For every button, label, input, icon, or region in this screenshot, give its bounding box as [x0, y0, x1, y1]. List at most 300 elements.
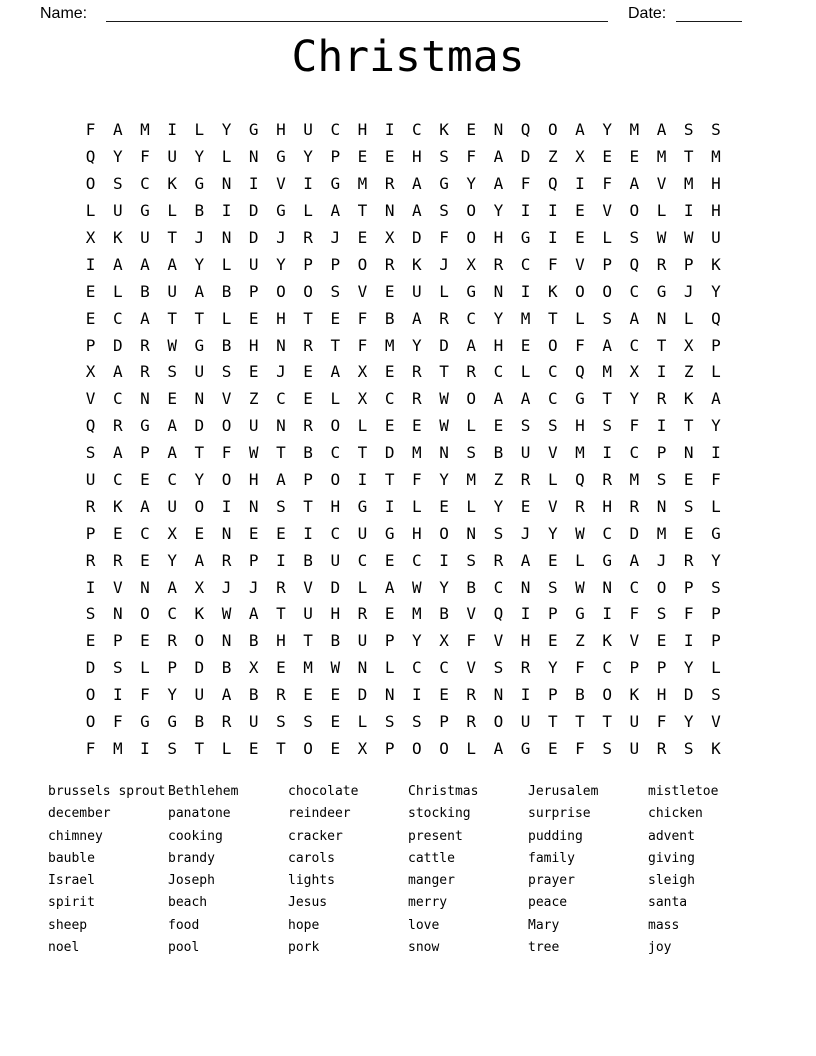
grid-cell-r8-c10: E [330, 308, 341, 328]
grid-cell-r17-c8: I [276, 550, 286, 570]
grid-cell-r23-c8: S [276, 712, 286, 732]
grid-cell-r7-c12: E [384, 281, 395, 301]
grid-cell-r6-c3: A [140, 254, 150, 274]
grid-cell-r10-c14: T [439, 362, 449, 382]
grid-cell-r8-c21: A [629, 308, 640, 328]
grid-cell-r8-c24: Q [711, 308, 721, 328]
grid-cell-r16-c16: S [493, 523, 504, 543]
grid-cell-r22-c7: B [248, 685, 259, 705]
grid-cell-r14-c20: R [602, 470, 612, 490]
grid-cell-r17-c11: C [357, 550, 368, 570]
grid-cell-r6-c23: P [683, 254, 694, 274]
grid-cell-r24-c3: I [140, 738, 150, 758]
grid-cell-r7-c5: A [194, 281, 205, 301]
grid-cell-r1-c23: S [683, 120, 694, 140]
grid-cell-r9-c3: R [140, 335, 150, 355]
grid-cell-r1-c11: H [357, 120, 368, 140]
grid-cell-r8-c15: C [466, 308, 477, 328]
grid-cell-r17-c23: R [683, 550, 694, 570]
grid-cell-r1-c6: Y [221, 120, 232, 140]
grid-cell-r5-c23: W [683, 228, 694, 247]
grid-cell-r22-c15: R [466, 685, 477, 705]
grid-cell-r13-c4: A [167, 443, 177, 463]
grid-cell-r15-c2: K [112, 496, 123, 516]
grid-cell-r16-c20: C [602, 523, 612, 543]
grid-cell-r17-c24: Y [711, 550, 721, 570]
grid-cell-r10-c2: A [112, 362, 123, 382]
grid-cell-r10-c17: L [520, 362, 531, 382]
grid-cell-r20-c20: K [602, 631, 612, 651]
grid-cell-r21-c6: B [221, 658, 232, 678]
grid-cell-r10-c11: X [357, 362, 368, 382]
grid-cell-r21-c17: R [520, 658, 531, 678]
grid-cell-r18-c12: A [384, 577, 395, 597]
grid-cell-r23-c11: L [357, 712, 368, 732]
grid-cell-r2-c16: A [493, 147, 504, 167]
grid-cell-r13-c21: C [629, 443, 640, 463]
grid-cell-r3-c8: V [276, 174, 286, 194]
grid-cell-r17-c7: P [248, 550, 259, 570]
grid-cell-r24-c20: S [602, 738, 612, 758]
word-list-item: cracker [288, 828, 343, 844]
grid-cell-r21-c9: M [303, 658, 313, 678]
grid-cell-r7-c1: E [85, 281, 96, 301]
grid-cell-r18-c5: X [194, 577, 205, 597]
grid-cell-r6-c5: Y [194, 254, 205, 274]
grid-cell-r21-c1: D [85, 658, 96, 678]
grid-cell-r1-c13: C [412, 120, 422, 140]
grid-cell-r21-c5: D [194, 658, 205, 678]
grid-cell-r7-c22: G [656, 281, 667, 301]
grid-cell-r22-c11: D [357, 685, 368, 705]
grid-cell-r3-c21: A [629, 174, 640, 194]
grid-cell-r5-c3: U [140, 228, 150, 247]
grid-cell-r2-c18: Z [547, 147, 558, 167]
word-list-item: beach [168, 895, 208, 911]
grid-cell-r3-c22: V [656, 174, 667, 194]
grid-cell-r2-c19: X [575, 147, 585, 167]
grid-cell-r13-c1: S [85, 443, 96, 463]
grid-cell-r23-c1: O [85, 712, 96, 732]
grid-cell-r24-c5: T [194, 738, 205, 758]
grid-cell-r23-c18: T [547, 712, 558, 732]
grid-cell-r8-c12: B [384, 308, 395, 328]
grid-cell-r8-c8: H [276, 308, 286, 328]
grid-cell-r13-c12: D [384, 443, 395, 463]
grid-cell-r10-c16: C [493, 362, 504, 382]
grid-cell-r19-c21: F [629, 604, 640, 624]
word-list-item: chicken [648, 806, 703, 822]
grid-cell-r10-c18: C [547, 362, 558, 382]
grid-cell-r15-c23: S [683, 496, 694, 516]
word-list-item: pork [288, 940, 320, 956]
grid-cell-r16-c1: P [85, 523, 96, 543]
grid-cell-r1-c16: N [493, 120, 504, 140]
grid-cell-r19-c23: F [683, 604, 694, 624]
grid-cell-r16-c19: W [575, 523, 585, 543]
grid-cell-r13-c3: P [140, 443, 150, 463]
grid-cell-r1-c19: A [575, 120, 585, 140]
grid-cell-r20-c24: P [711, 631, 721, 651]
grid-cell-r22-c6: A [221, 685, 232, 705]
grid-cell-r8-c20: S [602, 308, 612, 328]
word-list-item: joy [648, 940, 672, 956]
grid-cell-r14-c18: L [547, 470, 558, 490]
grid-cell-r9-c6: B [221, 335, 232, 355]
grid-cell-r24-c1: F [85, 738, 96, 758]
grid-cell-r7-c16: N [493, 281, 504, 301]
grid-cell-r20-c12: P [384, 631, 395, 651]
grid-cell-r9-c24: P [711, 335, 721, 355]
grid-cell-r12-c23: T [683, 416, 694, 436]
grid-cell-r6-c11: O [357, 254, 368, 274]
grid-cell-r10-c12: E [384, 362, 395, 382]
grid-cell-r15-c9: T [303, 496, 313, 516]
grid-cell-r11-c8: C [276, 389, 286, 409]
grid-cell-r5-c16: H [493, 228, 504, 247]
grid-cell-r5-c13: D [412, 228, 422, 247]
grid-cell-r14-c8: A [276, 470, 286, 490]
grid-cell-r22-c10: E [330, 685, 341, 705]
grid-cell-r17-c18: E [547, 550, 558, 570]
grid-cell-r12-c2: R [112, 416, 123, 436]
grid-cell-r16-c7: E [248, 523, 259, 543]
grid-cell-r24-c4: S [167, 738, 177, 758]
grid-cell-r17-c15: S [466, 550, 477, 570]
grid-cell-r21-c22: P [656, 658, 667, 678]
grid-cell-r11-c6: V [221, 389, 232, 409]
grid-cell-r10-c23: Z [683, 362, 694, 382]
grid-cell-r8-c3: A [140, 308, 150, 328]
grid-cell-r23-c21: U [629, 712, 640, 732]
word-list-item: prayer [528, 873, 575, 889]
grid-cell-r17-c22: J [656, 550, 667, 570]
grid-cell-r6-c6: L [221, 254, 232, 274]
grid-cell-r18-c21: C [629, 577, 640, 597]
grid-cell-r4-c5: B [194, 201, 205, 221]
grid-cell-r9-c12: M [384, 335, 395, 355]
grid-cell-r16-c2: E [112, 523, 123, 543]
grid-cell-r20-c14: X [439, 631, 449, 651]
grid-cell-r24-c11: X [357, 738, 368, 758]
grid-cell-r23-c9: S [303, 712, 313, 732]
grid-cell-r18-c23: P [683, 577, 694, 597]
grid-cell-r22-c14: E [439, 685, 449, 705]
grid-cell-r20-c19: Z [575, 631, 585, 651]
grid-cell-r24-c21: U [629, 738, 640, 758]
grid-cell-r24-c23: S [683, 738, 694, 758]
grid-cell-r19-c4: C [167, 604, 177, 624]
grid-cell-r2-c4: U [167, 147, 177, 167]
grid-cell-r17-c20: G [602, 550, 612, 570]
grid-cell-r10-c1: X [85, 362, 96, 382]
grid-cell-r11-c2: C [112, 389, 123, 409]
grid-cell-r12-c19: H [575, 416, 585, 436]
grid-cell-r15-c18: V [547, 496, 558, 516]
word-list-item: advent [648, 828, 695, 844]
grid-cell-r1-c14: K [439, 120, 449, 140]
grid-cell-r17-c4: Y [167, 550, 177, 570]
grid-cell-r17-c13: C [412, 550, 422, 570]
grid-cell-r13-c18: V [547, 443, 558, 463]
grid-cell-r23-c24: V [711, 712, 721, 732]
grid-cell-r15-c22: N [656, 496, 667, 516]
grid-cell-r7-c4: U [167, 281, 177, 301]
grid-cell-r19-c7: A [248, 604, 259, 624]
grid-cell-r19-c22: S [656, 604, 667, 624]
grid-cell-r11-c23: K [683, 389, 694, 409]
grid-cell-r12-c21: F [629, 416, 640, 436]
word-list-item: brussels sprout [48, 784, 166, 799]
grid-cell-r10-c10: A [330, 362, 341, 382]
grid-cell-r5-c10: J [330, 228, 341, 247]
grid-cell-r12-c3: G [140, 416, 150, 436]
grid-cell-r24-c15: L [466, 738, 477, 758]
grid-cell-r17-c17: A [520, 550, 531, 570]
grid-cell-r1-c1: F [85, 120, 96, 140]
grid-cell-r21-c12: L [384, 658, 395, 678]
grid-cell-r9-c14: D [439, 335, 449, 355]
grid-cell-r4-c20: V [602, 201, 612, 221]
grid-cell-r10-c8: J [276, 362, 286, 382]
grid-cell-r22-c3: F [140, 685, 150, 705]
grid-cell-r6-c8: Y [276, 254, 286, 274]
grid-cell-r1-c3: M [140, 120, 150, 140]
grid-cell-r18-c7: J [248, 577, 259, 597]
grid-cell-r14-c24: F [711, 470, 721, 490]
grid-cell-r3-c14: G [439, 174, 449, 194]
grid-cell-r20-c17: H [520, 631, 531, 651]
grid-cell-r12-c20: S [602, 416, 612, 436]
grid-cell-r20-c10: B [330, 631, 341, 651]
grid-cell-r11-c5: N [194, 389, 205, 409]
grid-cell-r15-c24: L [711, 496, 721, 516]
word-list-item: spirit [48, 895, 95, 911]
grid-cell-r8-c22: N [656, 308, 667, 328]
grid-cell-r24-c18: E [547, 738, 558, 758]
grid-cell-r15-c16: Y [493, 496, 504, 516]
grid-cell-r17-c14: I [439, 550, 449, 570]
grid-cell-r12-c17: S [520, 416, 531, 436]
grid-cell-r2-c11: E [357, 147, 368, 167]
grid-cell-r17-c19: L [575, 550, 585, 570]
grid-cell-r23-c6: R [221, 712, 232, 732]
grid-cell-r15-c17: E [520, 496, 531, 516]
grid-cell-r13-c24: I [711, 443, 721, 463]
grid-cell-r5-c11: E [357, 228, 368, 247]
word-list-item: snow [408, 940, 440, 956]
word-list-item: brandy [168, 850, 215, 866]
grid-cell-r22-c23: D [683, 685, 694, 705]
grid-cell-r11-c16: A [493, 389, 504, 409]
word-list-item: love [408, 917, 440, 933]
word-list-item: bauble [48, 850, 95, 866]
grid-cell-r7-c10: S [330, 281, 341, 301]
grid-cell-r21-c20: C [602, 658, 612, 678]
grid-cell-r17-c2: R [112, 550, 123, 570]
grid-cell-r10-c22: I [656, 362, 667, 382]
grid-cell-r4-c23: I [683, 201, 694, 221]
grid-cell-r3-c1: O [85, 174, 96, 194]
grid-cell-r14-c12: T [384, 470, 395, 490]
word-list-item: giving [648, 850, 695, 866]
grid-cell-r7-c8: O [276, 281, 286, 301]
grid-cell-r5-c4: T [167, 228, 177, 247]
grid-cell-r14-c17: R [520, 470, 531, 490]
grid-cell-r1-c22: A [656, 120, 667, 140]
grid-cell-r14-c1: U [85, 470, 96, 490]
grid-cell-r5-c2: K [112, 228, 123, 247]
grid-cell-r3-c17: F [520, 174, 531, 194]
grid-cell-r14-c21: M [629, 470, 640, 490]
grid-cell-r16-c9: I [303, 523, 313, 543]
word-list-item: chocolate [288, 784, 359, 799]
grid-cell-r2-c20: E [602, 147, 612, 167]
grid-cell-r7-c18: K [547, 281, 558, 301]
grid-cell-r16-c14: O [439, 523, 449, 543]
grid-cell-r11-c21: Y [629, 389, 640, 409]
grid-cell-r6-c12: R [384, 254, 395, 274]
grid-cell-r21-c10: W [330, 658, 341, 678]
grid-cell-r24-c8: T [276, 738, 286, 758]
grid-cell-r6-c22: R [656, 254, 667, 274]
grid-cell-r4-c22: L [656, 201, 667, 221]
grid-cell-r10-c3: R [140, 362, 150, 382]
grid-cell-r5-c22: W [656, 228, 667, 247]
grid-cell-r24-c2: M [112, 738, 123, 758]
grid-cell-r14-c16: Z [493, 470, 504, 490]
grid-cell-r7-c15: G [466, 281, 477, 301]
grid-cell-r6-c4: A [167, 254, 177, 274]
grid-cell-r14-c7: H [248, 470, 259, 490]
word-list-item: Bethlehem [168, 784, 239, 799]
grid-cell-r24-c7: E [248, 738, 259, 758]
grid-cell-r13-c23: N [683, 443, 694, 463]
grid-cell-r2-c24: M [711, 147, 721, 167]
word-list-item: lights [288, 873, 335, 889]
grid-cell-r1-c15: E [466, 120, 477, 140]
grid-cell-r21-c7: X [248, 658, 259, 678]
grid-cell-r7-c21: C [629, 281, 640, 301]
grid-cell-r22-c21: K [629, 685, 640, 705]
grid-cell-r24-c16: A [493, 738, 504, 758]
grid-cell-r17-c1: R [85, 550, 96, 570]
grid-cell-r24-c13: O [412, 738, 422, 758]
grid-cell-r15-c11: G [357, 496, 368, 516]
grid-cell-r3-c9: I [303, 174, 313, 194]
grid-cell-r8-c19: L [575, 308, 585, 328]
grid-cell-r15-c10: H [330, 496, 341, 516]
grid-cell-r16-c3: C [140, 523, 150, 543]
grid-cell-r1-c10: C [330, 120, 341, 140]
grid-cell-r2-c10: P [330, 147, 341, 167]
grid-cell-r20-c15: F [466, 631, 477, 651]
word-list-item: Jesus [288, 895, 328, 911]
grid-cell-r15-c5: O [194, 496, 205, 516]
grid-cell-r15-c6: I [221, 496, 232, 516]
grid-cell-r20-c7: B [248, 631, 259, 651]
grid-cell-r14-c6: O [221, 470, 232, 490]
grid-cell-r19-c10: H [330, 604, 341, 624]
grid-cell-r18-c19: W [575, 577, 585, 597]
grid-cell-r2-c5: Y [194, 147, 205, 167]
grid-cell-r15-c7: N [248, 496, 259, 516]
grid-cell-r8-c11: F [357, 308, 368, 328]
grid-cell-r9-c2: D [112, 335, 123, 355]
grid-cell-r19-c11: R [357, 604, 368, 624]
grid-cell-r7-c9: O [303, 281, 313, 301]
grid-cell-r14-c11: I [357, 470, 368, 490]
grid-cell-r22-c19: B [575, 685, 585, 705]
grid-cell-r3-c23: M [683, 174, 694, 194]
grid-cell-r24-c19: F [575, 738, 585, 758]
grid-cell-r8-c5: T [194, 308, 205, 328]
grid-cell-r17-c3: E [140, 550, 150, 570]
grid-cell-r21-c23: Y [683, 658, 694, 678]
grid-cell-r9-c15: A [466, 335, 477, 355]
grid-cell-r5-c17: G [520, 228, 531, 247]
word-list-item: reindeer [288, 806, 351, 822]
grid-cell-r11-c7: Z [248, 389, 259, 409]
word-list-item: mass [648, 917, 680, 933]
grid-cell-r23-c5: B [194, 712, 205, 732]
grid-cell-r12-c5: D [194, 416, 205, 436]
grid-cell-r3-c13: A [412, 174, 422, 194]
grid-cell-r16-c11: U [357, 523, 368, 543]
grid-cell-r6-c2: A [112, 254, 123, 274]
grid-cell-r16-c8: E [276, 523, 286, 543]
grid-cell-r12-c14: W [439, 416, 449, 436]
grid-cell-r2-c21: E [629, 147, 640, 167]
grid-cell-r10-c21: X [629, 362, 640, 382]
grid-cell-r11-c13: R [412, 389, 422, 409]
grid-cell-r3-c7: I [248, 174, 259, 194]
word-list-item: cooking [168, 828, 223, 844]
grid-cell-r4-c7: D [248, 201, 259, 221]
grid-cell-r3-c3: C [140, 174, 150, 194]
grid-cell-r20-c1: E [85, 631, 96, 651]
grid-cell-r24-c14: O [439, 738, 449, 758]
word-list-item: present [408, 828, 463, 844]
grid-cell-r8-c4: T [167, 308, 177, 328]
grid-cell-r19-c2: N [112, 604, 123, 624]
grid-cell-r23-c17: U [520, 712, 531, 732]
grid-cell-r11-c20: T [602, 389, 612, 409]
grid-cell-r7-c7: P [248, 281, 259, 301]
grid-cell-r5-c1: X [85, 228, 96, 247]
grid-cell-r20-c3: E [140, 631, 150, 651]
puzzle-title: Christmas [291, 32, 525, 82]
grid-cell-r8-c14: R [439, 308, 449, 328]
grid-cell-r9-c9: R [303, 335, 313, 355]
grid-cell-r5-c18: I [547, 228, 558, 247]
grid-cell-r18-c22: O [656, 577, 667, 597]
grid-cell-r6-c21: Q [629, 254, 640, 274]
grid-cell-r19-c17: I [520, 604, 531, 624]
grid-cell-r22-c2: I [112, 685, 123, 705]
grid-cell-r4-c8: G [276, 201, 286, 221]
grid-cell-r2-c1: Q [85, 147, 96, 167]
grid-cell-r10-c5: U [194, 362, 205, 382]
grid-cell-r8-c23: L [683, 308, 694, 328]
grid-cell-r2-c9: Y [303, 147, 313, 167]
grid-cell-r18-c15: B [466, 577, 477, 597]
grid-cell-r13-c5: T [194, 443, 205, 463]
grid-cell-r23-c22: F [656, 712, 667, 732]
word-list-item: Israel [48, 873, 95, 889]
grid-cell-r4-c13: A [412, 201, 422, 221]
grid-cell-r18-c17: N [520, 577, 531, 597]
